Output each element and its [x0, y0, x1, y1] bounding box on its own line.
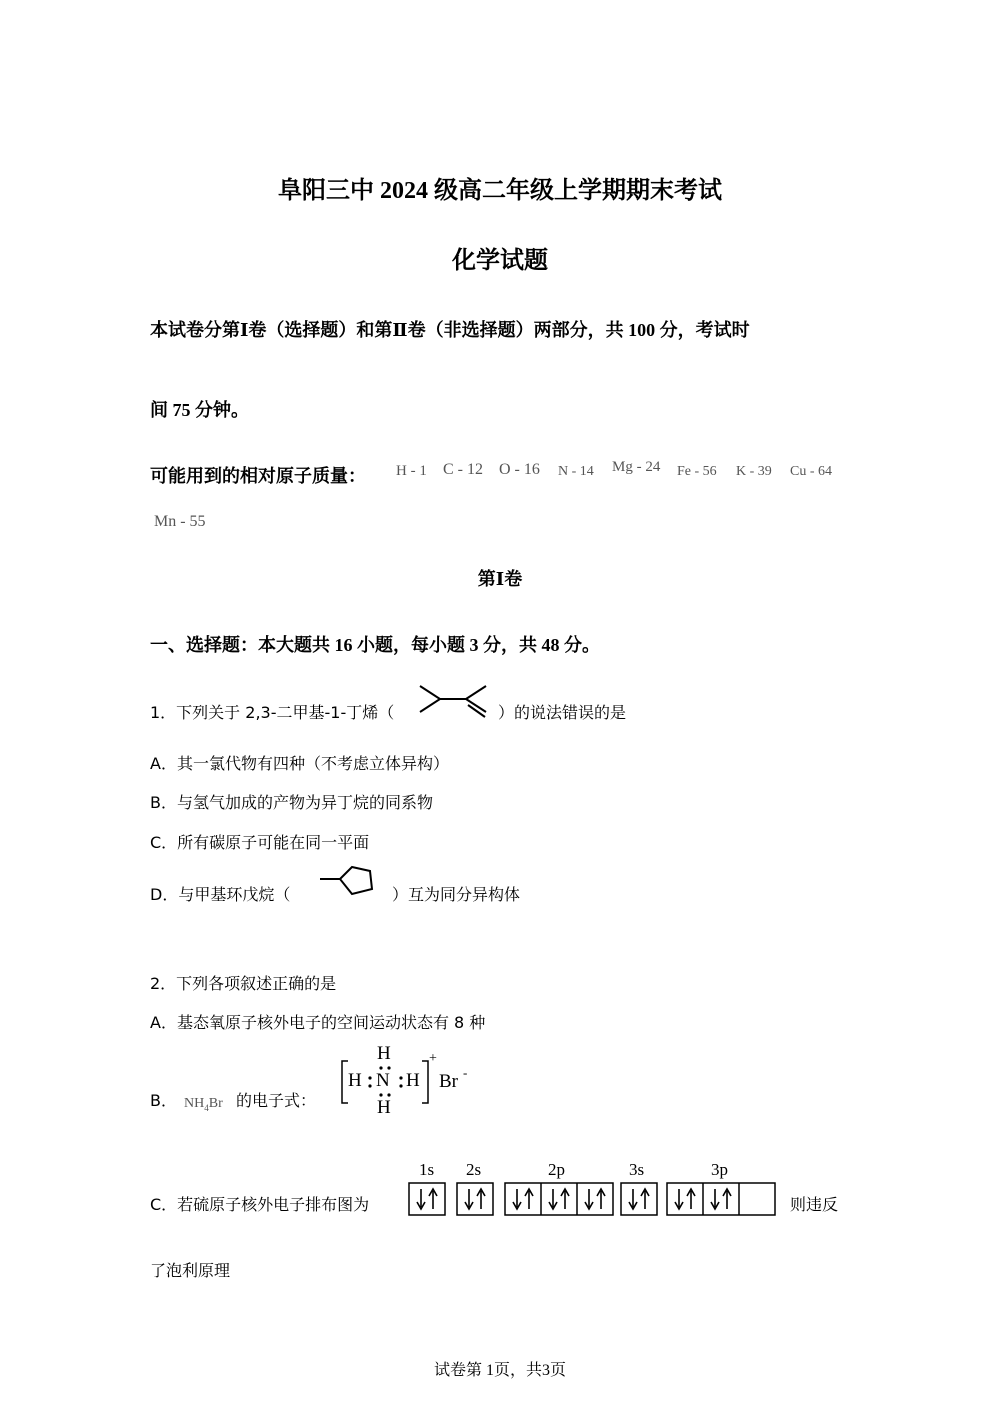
- q2-option-c-prefix: C．若硫原子核外电子排布图为: [150, 1195, 370, 1214]
- orbital-label-1s: 1s: [419, 1160, 435, 1179]
- nh4-charge: +: [429, 1051, 437, 1066]
- mass-label: 可能用到的相对原子质量：: [150, 466, 366, 487]
- exam-title: 阜阳三中 2024 级高二年级上学期期末考试: [278, 178, 722, 204]
- mass-k: K - 39: [736, 464, 772, 479]
- mass-n: N - 14: [558, 464, 594, 479]
- q1-option-d-after: ）互为同分异构体: [392, 885, 521, 904]
- q1-stem-after: ）的说法错误的是: [498, 703, 627, 722]
- q1-stem-before: 1．下列关于 2,3-二甲基-1-丁烯（: [150, 703, 395, 722]
- orbital-label-2s: 2s: [466, 1160, 482, 1179]
- bromide-charge: -: [463, 1065, 468, 1080]
- orbital-label-2p: 2p: [548, 1160, 565, 1179]
- intro-line-2: 间 75 分钟。: [150, 400, 249, 420]
- nh4-h-bottom: H: [377, 1097, 391, 1118]
- mass-h: H - 1: [396, 463, 427, 479]
- q2-option-b-prefix: B．: [150, 1091, 177, 1110]
- orbital-boxes: [408, 1182, 778, 1218]
- mass-o: O - 16: [499, 461, 540, 478]
- q2-option-a: A．基态氧原子核外电子的空间运动状态有 8 种: [150, 1013, 486, 1032]
- q2-stem: 2．下列各项叙述正确的是: [150, 974, 337, 993]
- bromide-ion: Br: [439, 1071, 458, 1092]
- mass-cu: Cu - 64: [790, 464, 832, 479]
- dimethylbutene-structure-icon: [418, 684, 490, 720]
- q2-option-c-continued: 了泡利原理: [150, 1261, 231, 1280]
- nh4-h-right: H: [406, 1070, 420, 1091]
- mass-fe: Fe - 56: [677, 464, 717, 479]
- q2-option-b-suffix: 的电子式：: [236, 1091, 317, 1110]
- methylcyclopentane-structure-icon: [318, 864, 378, 896]
- exam-subtitle: 化学试题: [452, 248, 548, 274]
- nh4-h-left: H: [348, 1070, 362, 1091]
- q1-option-c: C．所有碳原子可能在同一平面: [150, 833, 370, 852]
- q1-option-d-before: D．与甲基环戊烷（: [150, 885, 291, 904]
- mass-c: C - 12: [443, 461, 483, 478]
- mass-mn: Mn - 55: [154, 513, 206, 530]
- nh4br-formula: $NH_4Br$: [184, 1096, 223, 1113]
- page-footer: 试卷第 1页，共3页: [433, 1362, 566, 1379]
- mass-mg: Mg - 24: [612, 459, 661, 475]
- nh4-h-top: H: [377, 1043, 391, 1064]
- q1-option-a: A．其一氯代物有四种（不考虑立体异构）: [150, 754, 449, 773]
- orbital-label-3p: 3p: [711, 1160, 728, 1179]
- orbital-label-3s: 3s: [629, 1160, 645, 1179]
- q2-option-c-suffix: 则违反: [790, 1195, 839, 1214]
- intro-line-1: 本试卷分第Ⅰ卷（选择题）和第Ⅱ卷（非选择题）两部分，共 100 分，考试时: [150, 320, 750, 340]
- q1-option-b: B．与氢气加成的产物为异丁烷的同系物: [150, 793, 433, 812]
- volume-1-heading: 第Ⅰ卷: [477, 569, 523, 589]
- section-1-heading: 一、选择题：本大题共 16 小题，每小题 3 分，共 48 分。: [150, 635, 600, 655]
- nh4-n: N: [376, 1070, 390, 1091]
